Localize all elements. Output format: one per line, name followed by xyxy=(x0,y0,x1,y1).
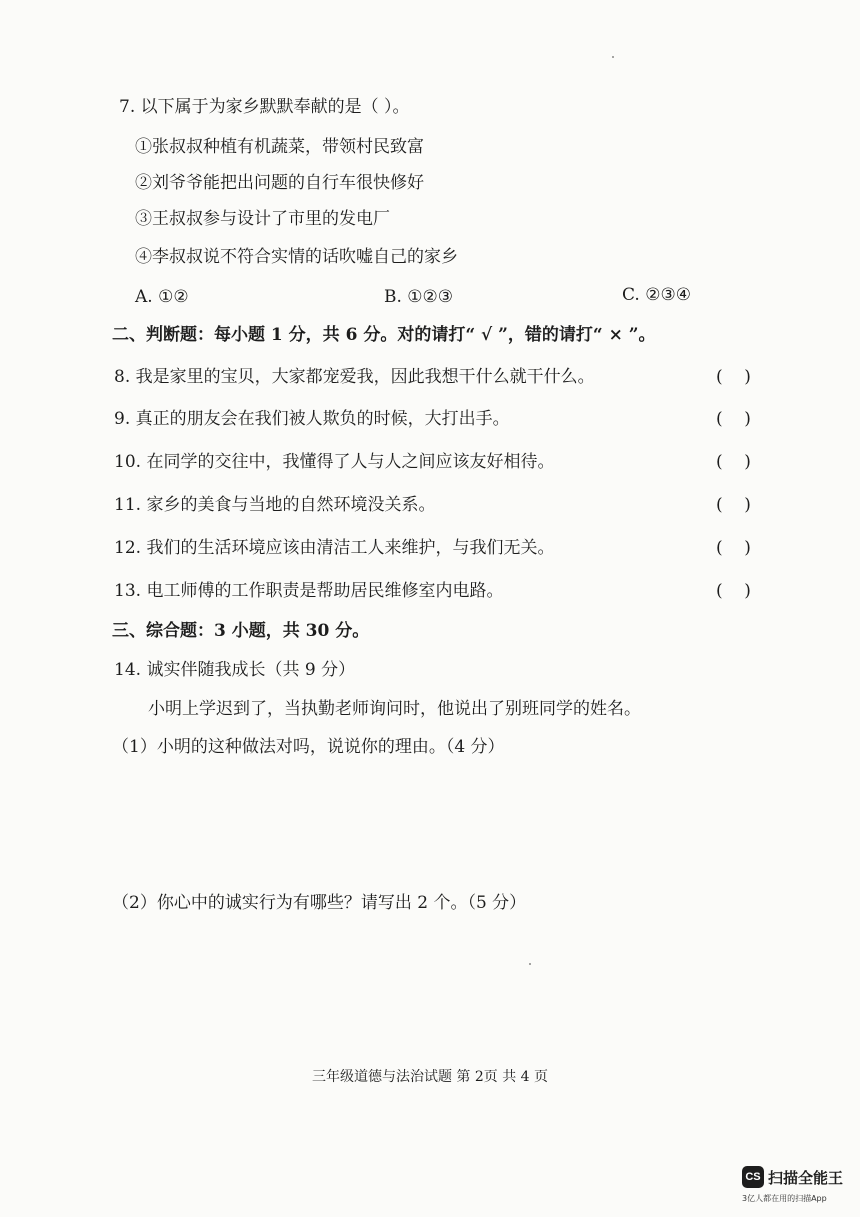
q14-part1: （1）小明的这种做法对吗，说说你的理由。（4 分） xyxy=(112,737,505,757)
q7-stem: 7. 以下属于为家乡默默奉献的是（ ）。 xyxy=(119,97,410,117)
q9-answer-blank: ( ) xyxy=(716,409,751,429)
q14-scenario: 小明上学迟到了，当执勤老师询问时，他说出了别班同学的姓名。 xyxy=(148,699,641,719)
q14-title: 14. 诚实伴随我成长（共 9 分） xyxy=(114,660,356,680)
cs-logo-icon: CS xyxy=(742,1166,764,1188)
scanner-app-name: 扫描全能王 xyxy=(768,1168,844,1187)
section3-heading: 三、综合题：3 小题，共 30 分。 xyxy=(112,621,370,641)
scanner-watermark xyxy=(742,1166,843,1188)
scanner-tagline: 3亿人都在用的扫描App xyxy=(742,1194,827,1203)
scan-speck xyxy=(612,56,614,58)
q7-option-c: C. ②③④ xyxy=(622,285,691,305)
q7-option-b: B. ①②③ xyxy=(384,287,454,307)
scan-speck xyxy=(529,963,531,965)
q13-answer-blank: ( ) xyxy=(716,581,751,601)
q12-text: 12. 我们的生活环境应该由清洁工人来维护，与我们无关。 xyxy=(114,538,555,558)
q13-text: 13. 电工师傅的工作职责是帮助居民维修室内电路。 xyxy=(114,581,504,601)
q11-text: 11. 家乡的美食与当地的自然环境没关系。 xyxy=(114,495,436,515)
q11-answer-blank: ( ) xyxy=(716,495,751,515)
q7-item-4: ④李叔叔说不符合实情的话吹嘘自己的家乡 xyxy=(135,247,458,267)
page-footer: 三年级道德与法治试题 第 2页 共 4 页 xyxy=(311,1069,549,1085)
q7-option-a: A. ①② xyxy=(135,287,189,307)
q8-text: 8. 我是家里的宝贝，大家都宠爱我，因此我想干什么就干什么。 xyxy=(114,367,595,387)
q8-answer-blank: ( ) xyxy=(716,367,751,387)
q10-text: 10. 在同学的交往中，我懂得了人与人之间应该友好相待。 xyxy=(114,452,555,472)
q12-answer-blank: ( ) xyxy=(716,538,751,558)
section2-heading: 二、判断题：每小题 1 分，共 6 分。对的请打“ √ ”，错的请打“ × ”。 xyxy=(112,325,656,345)
q14-part2: （2）你心中的诚实行为有哪些？请写出 2 个。（5 分） xyxy=(112,893,527,913)
q7-item-2: ②刘爷爷能把出问题的自行车很快修好 xyxy=(135,173,424,193)
q10-answer-blank: ( ) xyxy=(716,452,751,472)
q7-item-1: ①张叔叔种植有机蔬菜，带领村民致富 xyxy=(135,137,424,157)
q9-text: 9. 真正的朋友会在我们被人欺负的时候，大打出手。 xyxy=(114,409,510,429)
q7-item-3: ③王叔叔参与设计了市里的发电厂 xyxy=(135,209,390,229)
